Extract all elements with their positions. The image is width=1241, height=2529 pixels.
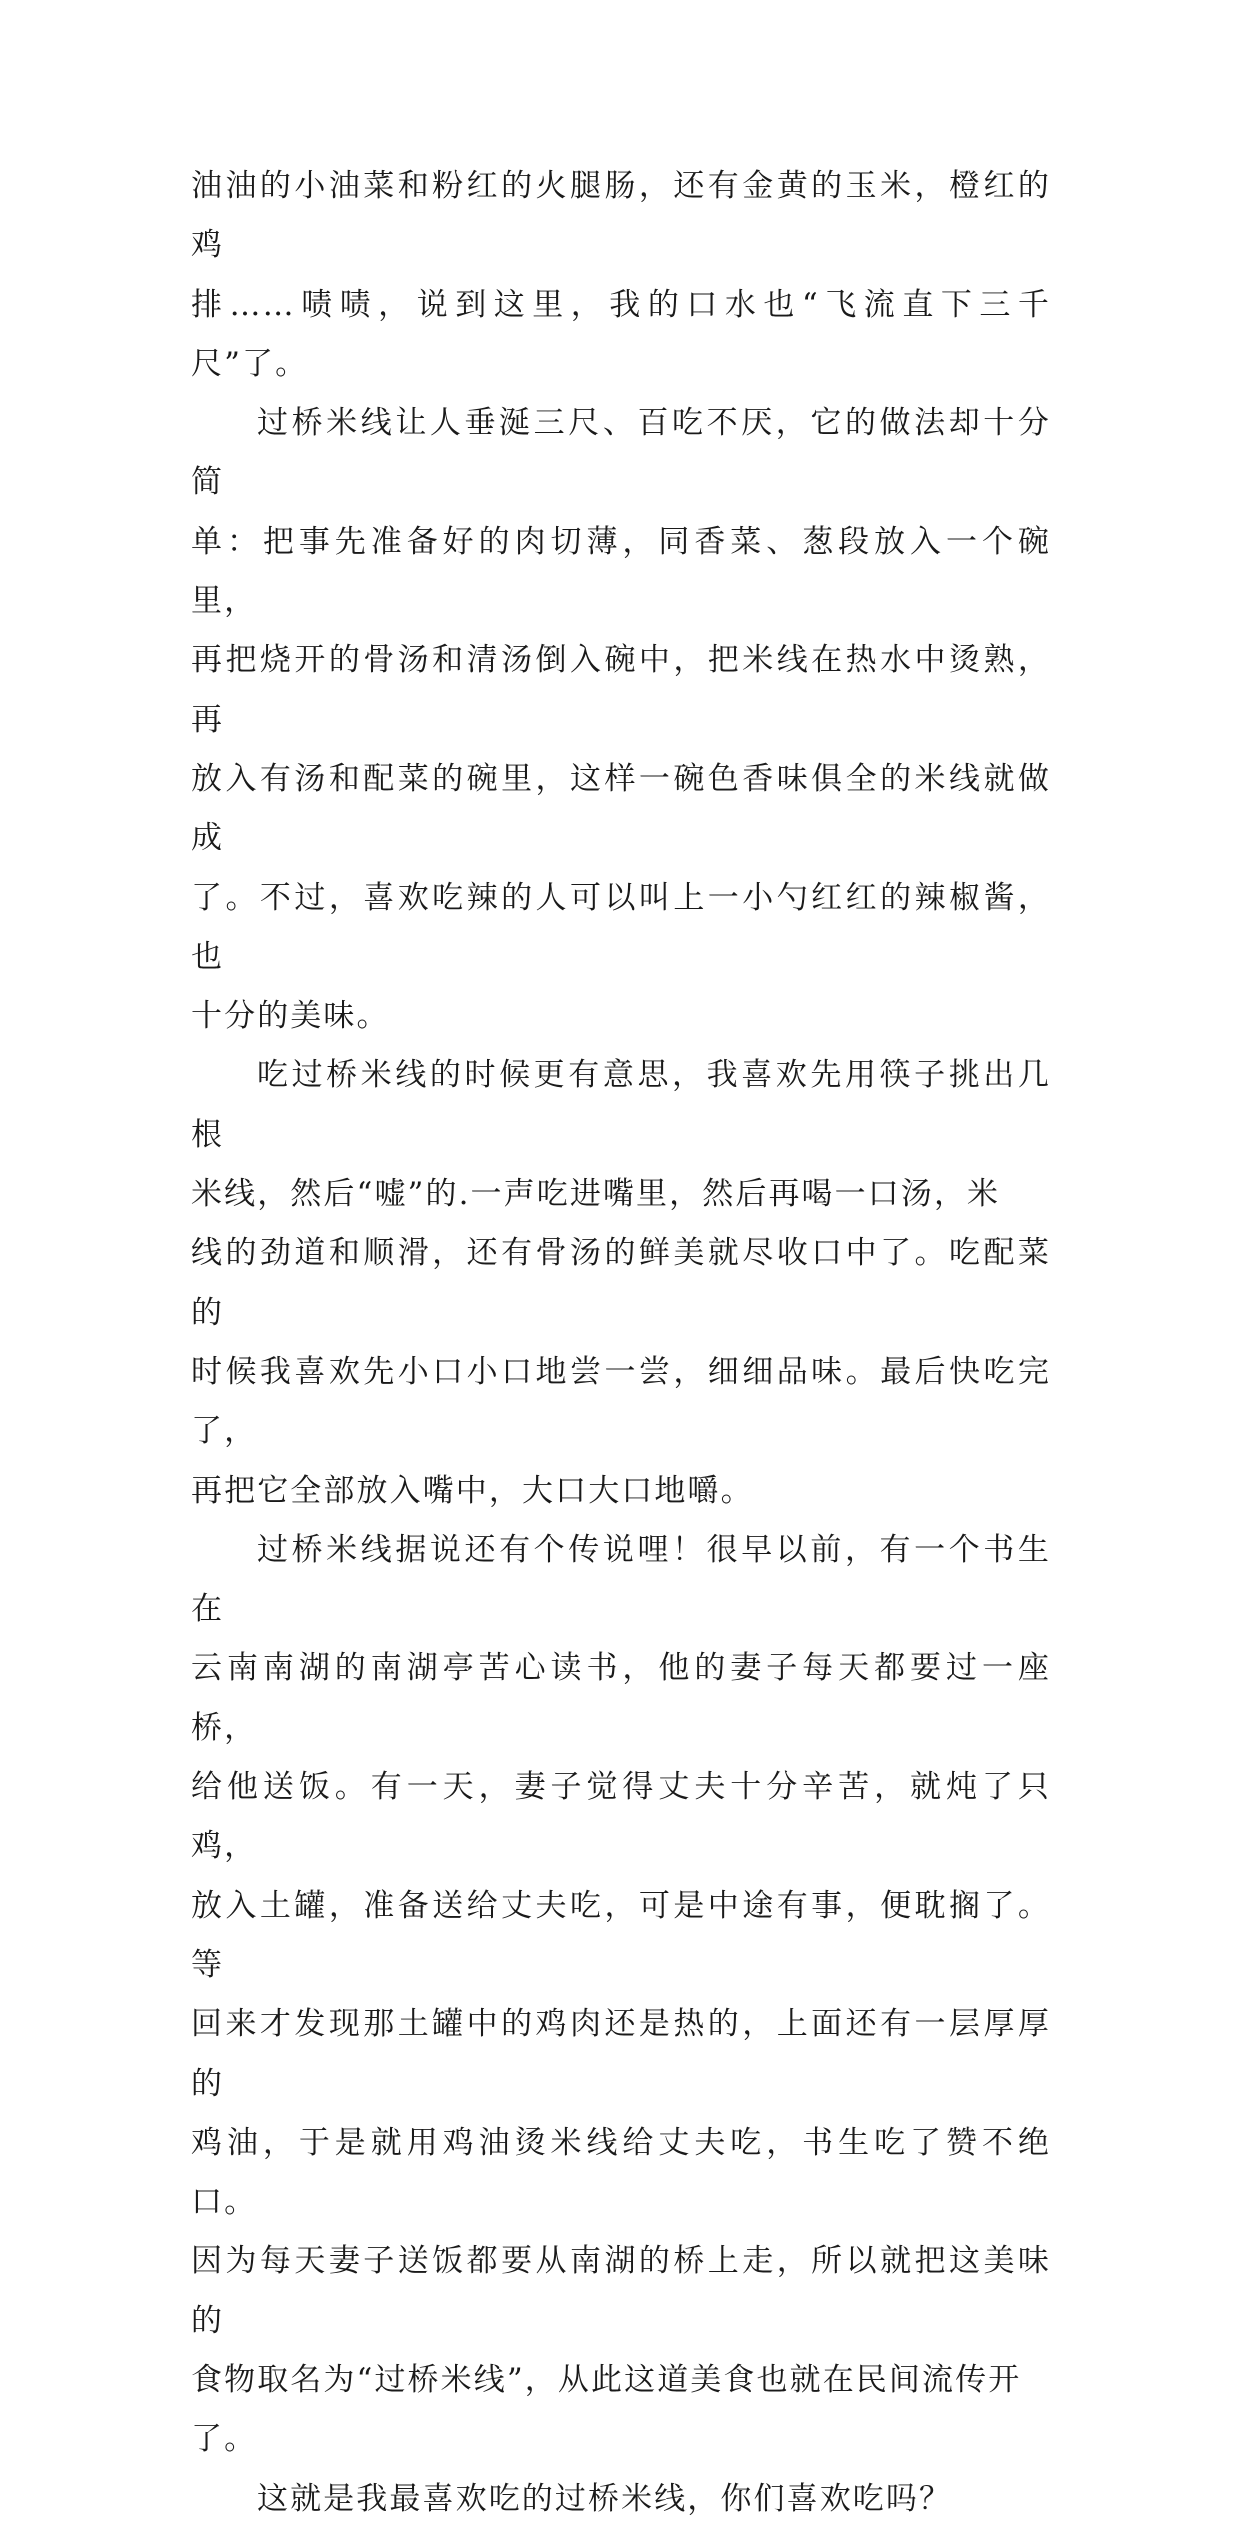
line: 吃过桥米线的时候更有意思，我喜欢先用筷子挑出几根	[191, 1057, 1051, 1153]
line: 鸡油，于是就用鸡油烫米线给丈夫吃，书生吃了赞不绝口。	[191, 2124, 1051, 2221]
line: 时候我喜欢先小口小口地尝一尝，细细品味。最后快吃完了，	[191, 1353, 1051, 1450]
paragraph-1	[191, 394, 1051, 1046]
paragraph-0	[191, 157, 1051, 394]
line: 云南南湖的南湖亭苦心读书，他的妻子每天都要过一座桥，	[191, 1650, 1051, 1746]
line: 油油的小油菜和粉红的火腿肠，还有金黄的玉米，橙红的鸡	[191, 168, 1051, 264]
line: 给他送饭。有一天，妻子觉得丈夫十分辛苦，就炖了只鸡，	[191, 1769, 1051, 1865]
line: 放入有汤和配菜的碗里，这样一碗色香味俱全的米线就做成	[191, 760, 1051, 857]
line: 放入土罐，准备送给丈夫吃，可是中途有事，便耽搁了。等	[191, 1887, 1051, 1983]
line: 再把它全部放入嘴中，大口大口地嚼。	[191, 1472, 754, 1509]
line: 线的劲道和顺滑，还有骨汤的鲜美就尽收口中了。吃配菜的	[191, 1235, 1051, 1331]
line: 过桥米线据说还有个传说哩！很早以前，有一个书生在	[191, 1531, 1051, 1628]
line: 过桥米线让人垂涎三尺、百吃不厌，它的做法却十分简	[191, 405, 1051, 501]
paragraph-4	[191, 2470, 1051, 2529]
line: 这就是我最喜欢吃的过桥米线，你们喜欢吃吗？	[257, 2480, 953, 2517]
line: 了。不过，喜欢吃辣的人可以叫上一小勺红红的辣椒酱，也	[191, 879, 1051, 975]
line: 米线，然后“嘘”的.一声吃进嘴里，然后再喝一口汤，米	[191, 1176, 1001, 1213]
line: 再把烧开的骨汤和清汤倒入碗中，把米线在热水中烫熟，再	[191, 642, 1051, 738]
line: 排……啧啧，说到这里，我的口水也“飞流直下三千尺”了。	[191, 286, 1051, 382]
line: 回来才发现那土罐中的鸡肉还是热的，上面还有一层厚厚的	[191, 2006, 1051, 2102]
paragraph-3	[191, 1521, 1051, 2470]
line: 食物取名为“过桥米线”，从此这道美食也就在民间流传开	[191, 2361, 1022, 2398]
line: 了。	[191, 2421, 258, 2458]
line: 因为每天妻子送饭都要从南湖的桥上走，所以就把这美味的	[191, 2243, 1051, 2339]
line: 单：把事先准备好的肉切薄，同香菜、葱段放入一个碗里，	[191, 523, 1051, 620]
article-body	[191, 157, 1051, 2529]
paragraph-2	[191, 1046, 1051, 1520]
line: 十分的美味。	[191, 998, 390, 1035]
